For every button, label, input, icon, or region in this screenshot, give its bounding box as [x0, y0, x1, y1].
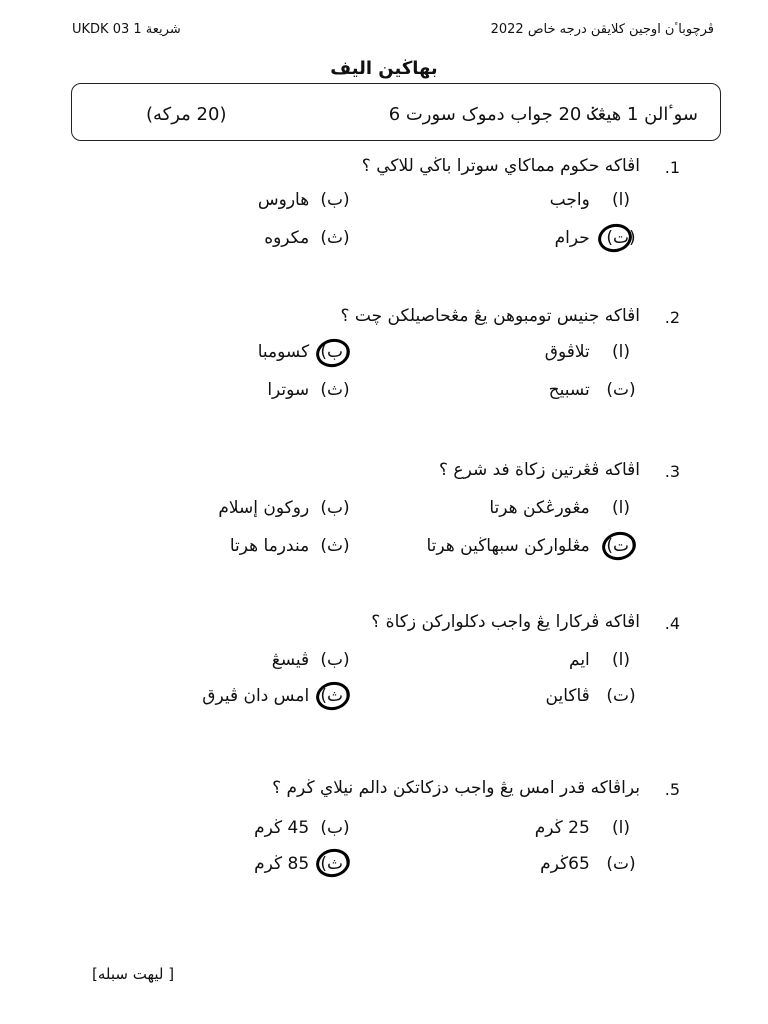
- section-marks: (20 مركه): [146, 104, 227, 125]
- question-text: اڤاكه ڤڠرتين زكاة فد شرع ؟: [439, 460, 640, 480]
- option-d: (ث) مكروه: [264, 228, 350, 248]
- exam-title: ڤرچوباٴن اوجين كلايقن درجه خاص 2022: [490, 22, 714, 37]
- option-b: (ب) 45 ڬرم: [254, 818, 350, 838]
- question-text: اڤاكه ڤركارا يڠ واجب دكلواركن زكاة ؟: [371, 612, 640, 632]
- option-c: (ت) مڠلواركن سبهاڬين هرتا: [426, 536, 636, 556]
- question-number: .3: [664, 462, 680, 481]
- option-d: (ث) 85 ڬرم: [254, 854, 350, 874]
- answer-circle-mark: [599, 529, 638, 563]
- question-number: .5: [664, 780, 680, 799]
- question-number: .1: [664, 158, 680, 177]
- option-c: (ت) ڤاكاين: [545, 686, 636, 706]
- option-c: (ت) تسبيح: [548, 380, 636, 400]
- option-a: (ا) مڠورڠكن هرتا: [489, 498, 630, 518]
- option-a: (ا) تلاڤوق: [544, 342, 630, 362]
- option-b: (ب) كسومبا: [257, 342, 350, 362]
- answer-circle-mark: [595, 221, 634, 255]
- option-c: (ت) حرام: [554, 228, 636, 248]
- option-b: (ب) هاروس: [257, 190, 350, 210]
- option-d: (ث) سوترا: [267, 380, 350, 400]
- option-a: (ا) ايم: [569, 650, 630, 670]
- question-text: براڤاكه قدر امس يڠ واجب دزكاتكن دالم نيلاي ڬرم ؟: [272, 778, 640, 798]
- section-title: بهاڬين اليف: [330, 58, 438, 79]
- option-a: (ا) 25 ڬرم: [534, 818, 630, 838]
- option-d: (ث) امس دان ڤيرق: [202, 686, 350, 706]
- option-a: (ا) واجب: [549, 190, 630, 210]
- paper-code: UKDK 03 1 شريعة: [72, 22, 181, 37]
- question-number: .4: [664, 614, 680, 633]
- option-b: (ب) روكون إسلام: [218, 498, 350, 518]
- question-number: .2: [664, 308, 680, 327]
- question-text: اڤاكه جنيس تومبوهن يڠ مڠحاصيلكن چت ؟: [340, 306, 640, 326]
- answer-circle-mark: [313, 679, 352, 713]
- option-b: (ب) ڤيسڠ: [271, 650, 350, 670]
- page-turn-note: [ ليهت سبله]: [92, 965, 175, 983]
- answer-circle-mark: [313, 846, 352, 880]
- instruction-text: سوٴالن 1 هيڠݢ 20 جواب دموک سورت 6: [388, 104, 698, 125]
- question-text: اڤاكه حكوم مماكاي سوترا باڬي للاكي ؟: [361, 156, 640, 176]
- option-d: (ث) مندرما هرتا: [229, 536, 350, 556]
- option-c: (ت) 65ڬرم: [540, 854, 636, 874]
- answer-circle-mark: [313, 336, 352, 370]
